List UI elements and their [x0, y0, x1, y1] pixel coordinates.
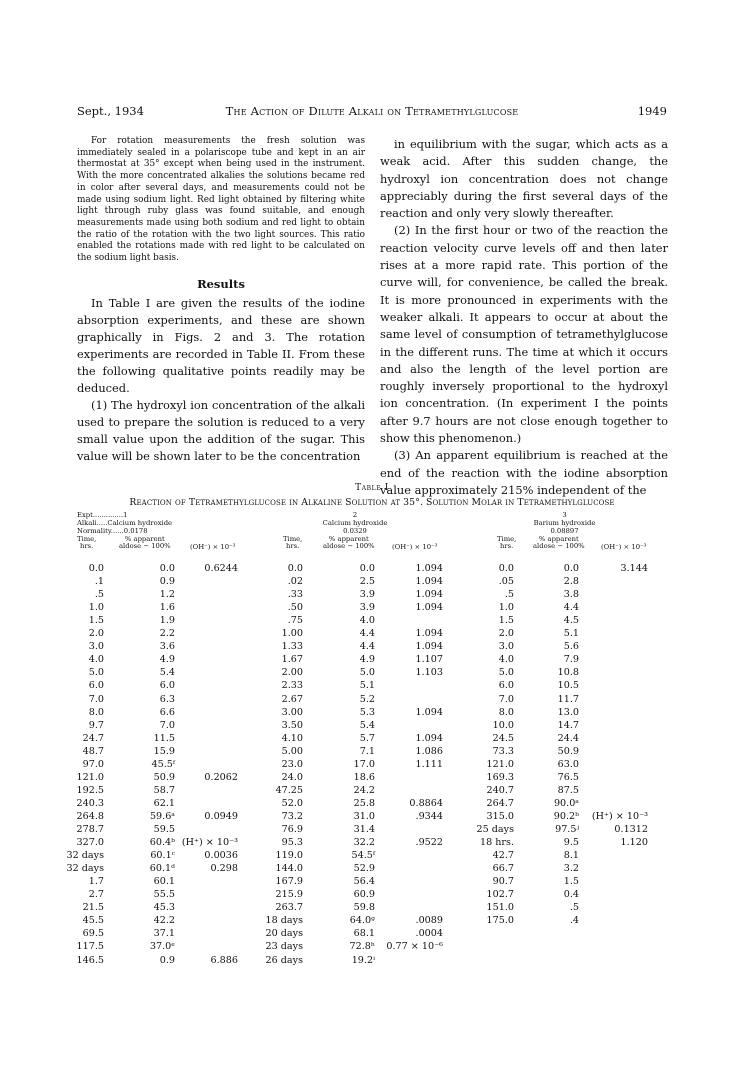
time-cell: 24.5: [492, 732, 514, 744]
percent-cell: 87.5: [557, 784, 579, 796]
time-column-header: Time, hrs.: [497, 535, 517, 551]
alkali-label: Barium hydroxide: [533, 519, 596, 527]
time-cell: 5.0: [88, 667, 104, 679]
percent-cell: 5.1: [359, 680, 375, 692]
percent-cell: 7.9: [563, 654, 579, 666]
percent-cell: 14.7: [557, 719, 579, 731]
methods-paragraph: For rotation measurements the fresh solution was immediately sealed in a polariscope tube and kept in an air thermostat at 35° except when being used in the instrument. With the more concentrated alkalies the solutions became red in color after several days, and measurements could not be made using sodium light. Red light obtained by filtering white light through ruby glass was found suitable, and enough measurements made using both sodium and red light to obtain the ratio of the rotation with the two light sources. This ratio enabled the rotations made with red light to be calculated on the sodium light basis.: [77, 136, 365, 264]
time-cell: .5: [504, 589, 514, 601]
percent-cell: 52.9: [353, 863, 375, 875]
time-cell: 1.00: [281, 628, 303, 640]
percent-cell: 11.7: [557, 693, 579, 705]
percent-cell: 50.9: [557, 745, 579, 757]
left-column: [77, 136, 365, 465]
oh-cell: 1.094: [415, 589, 443, 601]
percent-cell: 7.0: [159, 719, 175, 731]
time-cell: 32 days: [66, 850, 104, 862]
percent-cell: 60.1ᵈ: [149, 863, 175, 875]
time-cell: 0.0: [88, 563, 104, 574]
percent-cell: 5.0: [359, 667, 375, 679]
results-paragraph-2: (1) The hydroxyl ion concentration of the alkali used to prepare the solution is reduced to a very small value upon the addition of the sugar. This value will be shown later to be the concentration: [77, 397, 365, 463]
percent-cell: 60.1ᶜ: [150, 850, 175, 862]
time-cell: .33: [287, 589, 303, 601]
time-cell: 2.0: [88, 628, 104, 640]
percent-cell: 4.0: [359, 615, 375, 627]
oh-cell: (H⁺) × 10⁻³: [181, 837, 238, 849]
percent-cell: 72.8ʰ: [349, 941, 375, 953]
time-cell: 73.3: [492, 745, 514, 757]
percent-cell: 1.6: [159, 602, 175, 614]
oh-cell: 0.298: [210, 863, 238, 875]
percent-cell: 0.4: [563, 889, 579, 901]
time-cell: 42.7: [492, 850, 514, 862]
time-cell: 97.0: [82, 758, 104, 770]
percent-cell: 45.5ᶠ: [151, 758, 175, 770]
percent-cell: 3.9: [359, 589, 375, 601]
table-caption: Reaction of Tetramethylglucose in Alkaline Solution at 35°. Solution Molar in Tetramethylglucose: [129, 497, 615, 508]
percent-cell: 3.8: [563, 589, 579, 601]
time-cell: 52.0: [281, 797, 303, 809]
percent-cell: 55.5: [153, 889, 175, 901]
time-cell: 18 days: [265, 915, 303, 927]
alkali-label: Calcium hydroxide: [322, 519, 388, 527]
percent-cell: 17.0: [353, 758, 375, 770]
time-cell: 9.7: [88, 719, 104, 731]
percent-column-header: % apparent aldose − 100%: [119, 535, 171, 551]
table-title: Table I: [355, 483, 389, 493]
time-cell: 119.0: [275, 850, 303, 862]
percent-cell: .5: [569, 902, 579, 914]
oh-cell: 1.103: [415, 667, 443, 679]
percent-cell: 11.5: [153, 732, 175, 744]
percent-column-header: % apparent aldose − 100%: [323, 535, 375, 551]
percent-cell: 19.2ⁱ: [351, 954, 375, 966]
percent-cell: 13.0: [557, 706, 579, 718]
oh-cell: .9344: [415, 810, 443, 822]
percent-cell: 6.3: [159, 693, 175, 705]
percent-cell: 5.2: [359, 693, 375, 705]
time-cell: .5: [94, 589, 104, 601]
percent-cell: 4.4: [359, 641, 375, 653]
percent-cell: 54.5ᶠ: [351, 850, 375, 862]
time-cell: 151.0: [486, 902, 514, 914]
time-cell: 5.0: [498, 667, 514, 679]
percent-cell: 10.5: [557, 680, 579, 692]
percent-cell: 32.2: [353, 837, 375, 849]
time-column-header: Time, hrs.: [283, 535, 303, 551]
percent-cell: 63.0: [557, 758, 579, 770]
time-cell: 175.0: [486, 915, 514, 927]
time-cell: 47.25: [275, 784, 303, 796]
oh-cell: 0.1312: [614, 824, 648, 835]
percent-cell: 2.5: [359, 576, 375, 588]
time-cell: 95.3: [281, 837, 303, 849]
percent-cell: 4.4: [563, 602, 579, 614]
time-cell: 2.67: [281, 693, 303, 705]
time-cell: 3.0: [498, 641, 514, 653]
oh-cell: 0.0036: [204, 850, 238, 862]
time-cell: 1.0: [88, 602, 104, 614]
oh-cell: 1.094: [415, 628, 443, 640]
oh-cell: 1.094: [415, 732, 443, 744]
oh-column-header: (OH⁻) × 10⁻³: [392, 543, 438, 551]
time-cell: 1.67: [281, 654, 303, 666]
time-cell: 8.0: [88, 706, 104, 718]
oh-column-header: (OH⁻) × 10⁻³: [601, 543, 647, 551]
percent-cell: 31.4: [353, 824, 375, 835]
right-column: [380, 136, 668, 499]
percent-cell: 2.8: [563, 576, 579, 588]
percent-cell: 58.7: [153, 784, 175, 796]
section-title-results: Results: [197, 276, 245, 291]
time-cell: 2.00: [281, 667, 303, 679]
time-cell: 7.0: [88, 693, 104, 705]
time-cell: 3.0: [88, 641, 104, 653]
time-cell: 327.0: [76, 837, 104, 849]
time-cell: 5.00: [281, 745, 303, 757]
oh-cell: 1.094: [415, 563, 443, 574]
time-cell: 66.7: [492, 863, 514, 875]
percent-cell: 68.1: [353, 928, 375, 940]
percent-cell: 64.0ᵍ: [349, 915, 375, 927]
time-cell: 26 days: [265, 954, 303, 966]
time-cell: 6.0: [498, 680, 514, 692]
percent-cell: 4.9: [359, 654, 375, 666]
time-cell: 167.9: [275, 876, 303, 888]
time-cell: .50: [287, 602, 303, 614]
oh-cell: .9522: [415, 837, 443, 849]
time-cell: 121.0: [76, 771, 104, 783]
percent-cell: 97.5ʲ: [555, 824, 579, 835]
percent-cell: 24.4: [557, 732, 579, 744]
time-cell: 10.0: [492, 719, 514, 731]
percent-cell: 25.8: [353, 797, 375, 809]
percent-cell: 62.1: [153, 797, 175, 809]
percent-cell: 6.0: [159, 680, 175, 692]
header-title: The Action of Dilute Alkali on Tetramethylglucose: [225, 104, 519, 118]
oh-cell: 0.6244: [204, 563, 238, 574]
percent-cell: 31.0: [353, 810, 375, 822]
percent-cell: 0.9: [159, 954, 175, 966]
time-cell: 315.0: [486, 810, 514, 822]
percent-cell: 5.4: [359, 719, 375, 731]
oh-cell: 1.120: [620, 837, 648, 849]
percent-cell: 59.8: [353, 902, 375, 914]
data-table: [66, 511, 667, 982]
oh-cell: 1.107: [415, 654, 443, 666]
time-cell: 48.7: [82, 745, 104, 757]
percent-cell: 45.3: [153, 902, 175, 914]
time-cell: 1.0: [498, 602, 514, 614]
time-cell: 192.5: [76, 784, 104, 796]
percent-cell: 4.5: [563, 615, 579, 627]
time-cell: 215.9: [275, 889, 303, 901]
percent-cell: 18.6: [353, 771, 375, 783]
time-cell: 45.5: [82, 915, 104, 927]
time-cell: 146.5: [76, 954, 104, 966]
alkali-label: Alkali.....Calcium hydroxide: [77, 519, 173, 527]
expt-label: 2: [352, 511, 358, 519]
time-cell: .02: [287, 576, 303, 588]
time-cell: 6.0: [88, 680, 104, 692]
percent-cell: 4.9: [159, 654, 175, 666]
percent-cell: 42.2: [153, 915, 175, 927]
percent-cell: 5.7: [359, 732, 375, 744]
oh-cell: 1.094: [415, 641, 443, 653]
percent-cell: 8.1: [563, 850, 579, 862]
normality-label: 0.0329: [343, 527, 367, 535]
time-cell: 240.7: [486, 784, 514, 796]
percent-cell: 5.4: [159, 667, 175, 679]
percent-cell: 7.1: [359, 745, 375, 757]
percent-cell: .4: [569, 915, 579, 927]
time-cell: 76.9: [281, 824, 303, 835]
time-cell: 32 days: [66, 863, 104, 875]
right-paragraph-1: in equilibrium with the sugar, which acts as a weak acid. After this sudden change, the hydroxyl ion concentration does not change appreciably during the first several days of the reaction and only very slowly thereafter.: [380, 137, 668, 221]
percent-cell: 3.2: [563, 863, 579, 875]
oh-cell: 3.144: [620, 563, 648, 574]
percent-cell: 37.1: [153, 928, 175, 940]
right-paragraph-2: (2) In the first hour or two of the reaction the reaction velocity curve levels off and then later rises at a more rapid rate. This portion of the curve will, for convenience, be called the break. It is more pronounced in experiments with the weaker alkali. It appears to occur at about the same level of consumption of tetramethylglucose in the different runs. The time at which it occurs and also the length of the level portion are roughly inversely proportional to the hydroxyl ion concentration. (In experiment I the points after 9.7 hours are not close enough together to show this phenomenon.): [380, 223, 668, 446]
percent-cell: 15.9: [153, 745, 175, 757]
percent-cell: 1.2: [159, 589, 175, 601]
percent-cell: 60.4ᵇ: [149, 837, 175, 849]
oh-cell: (H⁺) × 10⁻³: [591, 810, 648, 822]
time-cell: 3.50: [281, 719, 303, 731]
time-cell: 0.0: [498, 563, 514, 574]
oh-cell: 1.094: [415, 602, 443, 614]
time-cell: 117.5: [76, 941, 104, 953]
time-cell: 90.7: [492, 876, 514, 888]
time-cell: 144.0: [275, 863, 303, 875]
results-paragraph-1: In Table I are given the results of the iodine absorption experiments, and these are shown graphically in Figs. 2 and 3. The rotation experiments are recorded in Table II. From these the following qualitative points readily may be deduced.: [77, 295, 365, 395]
time-cell: 2.0: [498, 628, 514, 640]
time-cell: 2.7: [88, 889, 104, 901]
page-number: 1949: [637, 104, 667, 118]
time-cell: 21.5: [82, 902, 104, 914]
time-cell: 1.5: [88, 615, 104, 627]
percent-cell: 9.5: [563, 837, 579, 849]
oh-cell: .0089: [415, 915, 443, 927]
time-cell: 24.0: [281, 771, 303, 783]
time-cell: .05: [498, 576, 514, 588]
oh-cell: 0.77 × 10⁻⁶: [386, 941, 443, 953]
oh-cell: 6.886: [210, 954, 238, 966]
expt-label: Expt..............1: [77, 511, 128, 519]
time-cell: 1.33: [281, 641, 303, 653]
time-cell: 4.10: [281, 732, 303, 744]
percent-cell: 5.1: [563, 628, 579, 640]
normality-label: 0.08897: [550, 527, 579, 535]
oh-cell: 1.094: [415, 576, 443, 588]
time-cell: .1: [94, 576, 104, 588]
time-cell: 121.0: [486, 758, 514, 770]
time-cell: 264.8: [76, 810, 104, 822]
percent-column-header: % apparent aldose − 100%: [533, 535, 585, 551]
time-cell: 0.0: [287, 563, 303, 574]
oh-cell: 1.094: [415, 706, 443, 718]
time-cell: 102.7: [486, 889, 514, 901]
percent-cell: 90.0ᵃ: [553, 797, 579, 809]
percent-cell: 6.6: [159, 706, 175, 718]
percent-cell: 0.0: [359, 563, 375, 574]
time-cell: 264.7: [486, 797, 514, 809]
time-cell: 4.0: [88, 654, 104, 666]
time-cell: 23.0: [281, 758, 303, 770]
time-cell: 73.2: [281, 810, 303, 822]
percent-cell: 60.9: [353, 889, 375, 901]
running-header: [77, 104, 667, 120]
percent-cell: 3.9: [359, 602, 375, 614]
percent-cell: 76.5: [557, 771, 579, 783]
time-cell: 25 days: [476, 824, 514, 835]
percent-cell: 0.0: [563, 563, 579, 574]
percent-cell: 90.2ᵇ: [553, 810, 579, 822]
time-cell: 240.3: [76, 797, 104, 809]
oh-cell: 0.2062: [204, 771, 238, 783]
time-cell: .75: [287, 615, 303, 627]
percent-cell: 5.3: [359, 706, 375, 718]
expt-label: 3: [562, 511, 567, 519]
oh-column-header: (OH⁻) × 10⁻³: [190, 543, 236, 551]
oh-cell: 0.0949: [204, 810, 238, 822]
time-cell: 278.7: [76, 824, 104, 835]
percent-cell: 60.1: [153, 876, 175, 888]
percent-cell: 50.9: [153, 771, 175, 783]
oh-cell: .0004: [415, 928, 443, 940]
percent-cell: 1.5: [563, 876, 579, 888]
time-column-header: Time, hrs.: [77, 535, 97, 551]
percent-cell: 59.5: [153, 824, 175, 835]
percent-cell: 56.4: [353, 876, 375, 888]
oh-cell: 1.086: [415, 745, 443, 757]
oh-cell: 1.111: [415, 758, 443, 770]
percent-cell: 24.2: [353, 784, 375, 796]
oh-cell: 0.8864: [409, 797, 443, 809]
time-cell: 1.7: [88, 876, 104, 888]
time-cell: 1.5: [498, 615, 514, 627]
time-cell: 7.0: [498, 693, 514, 705]
time-cell: 263.7: [275, 902, 303, 914]
time-cell: 2.33: [281, 680, 303, 692]
percent-cell: 3.6: [159, 641, 175, 653]
time-cell: 4.0: [498, 654, 514, 666]
time-cell: 18 hrs.: [480, 837, 514, 849]
time-cell: 3.00: [281, 706, 303, 718]
normality-label: Normality......0.0178: [77, 527, 148, 535]
percent-cell: 5.6: [563, 641, 579, 653]
time-cell: 169.3: [486, 771, 514, 783]
percent-cell: 0.9: [159, 576, 175, 588]
percent-cell: 10.8: [557, 667, 579, 679]
percent-cell: 59.6ᵃ: [149, 810, 175, 822]
percent-cell: 2.2: [159, 628, 175, 640]
time-cell: 8.0: [498, 706, 514, 718]
time-cell: 23 days: [265, 941, 303, 953]
percent-cell: 1.9: [159, 615, 175, 627]
time-cell: 20 days: [265, 928, 303, 940]
percent-cell: 0.0: [159, 563, 175, 574]
percent-cell: 37.0ᵉ: [149, 941, 175, 953]
time-cell: 69.5: [82, 928, 104, 940]
right-paragraph-3: (3) An apparent equilibrium is reached at the end of the reaction with the iodine absorption value approximately 215% independent of the: [380, 448, 668, 497]
percent-cell: 4.4: [359, 628, 375, 640]
time-cell: 24.7: [82, 732, 104, 744]
header-date: Sept., 1934: [77, 104, 144, 118]
